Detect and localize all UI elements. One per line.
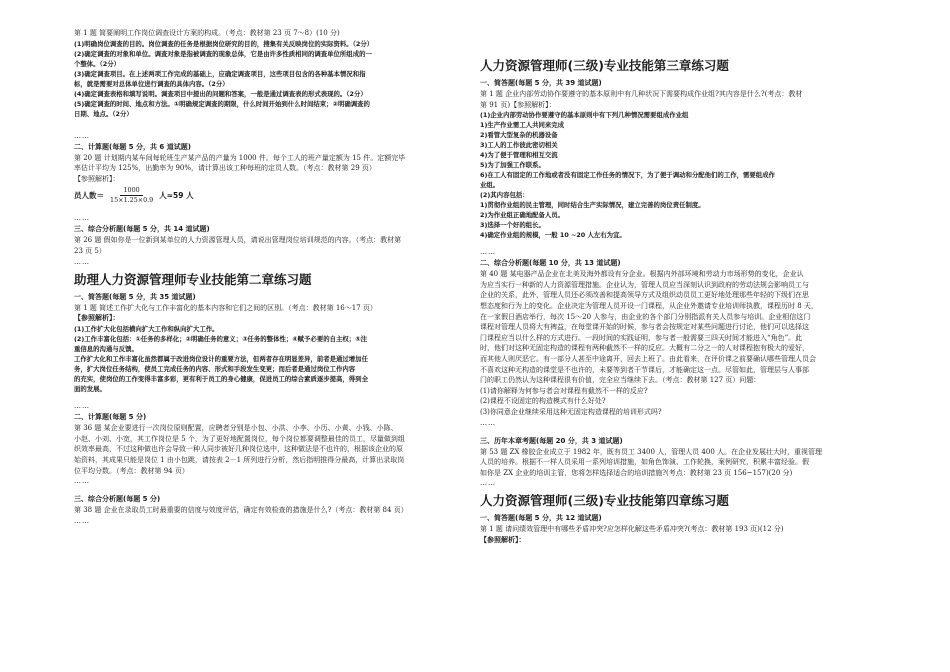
section-heading-calc: 二、计算题(每题 5 分) (74, 413, 147, 422)
answer-line: (5)确定调查的时间、地点和方法。①明确规定调查的期限，什么时间开始到什么时间结束；②明确调查的 (74, 99, 370, 108)
answer-line: 1)生产作业需工人共同来完成 (480, 121, 565, 130)
section-heading-analysis: 三、综合分析题(每题 5 分) (74, 495, 161, 504)
answer-line: 4)确定作业组的规模，一般 10 ~20 人左右为宜。 (480, 231, 626, 240)
answer-line: (3)确定调查项目。在上述两项工作完成的基础上，应确定调查项目，这些项目包含的各种基本情况和指 (74, 69, 366, 78)
ellipsis: …… (74, 477, 90, 486)
question-line: 企业的关系，此外，管理人员还必须改善和提高领导方式及组织动员员工更好地处理那些年轻的下级们在思 (480, 291, 809, 300)
answer-line: 5)为了加强工作联系。 (480, 161, 545, 170)
question-line: 位平均分数。（考点：教材第 94 页） (74, 466, 189, 475)
question-line: 小赵、小刘、小宽，其工作岗位是 5 个，为了更好地配置岗位，每个岗位都要调整最佳的员工，尽量做到组 (74, 434, 405, 443)
answer-line: 的充实，使岗位的工作变得丰富多彩，更有利于员工的身心健康，促进员工的综合素质逐步提高，得到全 (74, 375, 368, 384)
answer-line: 重信息的沟通与反馈。 (74, 345, 138, 354)
answer-line: 标，就是需要对总体单位进行调查的具体内容。（2分） (74, 79, 229, 88)
question-line: 为应当实行一种新的人力资源管理措施。企业认为，管理人员应当深刻认识到政府的劳动法规会影响员工与 (480, 280, 809, 289)
answer-line: 工作扩大化和工作丰富化虽然都属于改进岗位设计的重要方法，但两者存在明显差异，前者是通过增加任 (74, 355, 368, 364)
question-line: 织效率最高，不过这种做也许会导致一种人同步被好几种岗位选中，这种做法是不也许的，根据该企业的原 (74, 445, 403, 454)
answer-line: (1)明确岗位调查的目的。岗位调查的任务是根据岗位研究的目的，搜集有关反映岗位的实际资料。（2分） (74, 39, 374, 48)
question-line: 人员的培养。根据不一样人员采用一系列培训措施，如角色饰演、工作轮换，案例研究，积累丰富经验。假 (480, 458, 809, 467)
ellipsis: …… (74, 402, 90, 411)
section-heading-short: 一、简答题(每题 5 分，共 39 道试题) (480, 79, 602, 87)
answer-line: (2)确定调查的对象和单位。调查对象是指被调查的现象总体，它是由许多性质相同的调查单位所组成的一 (74, 49, 372, 58)
question-line: 第 91 页)【参照解析】： (480, 100, 556, 109)
ellipsis: …… (74, 131, 90, 140)
answer-block (480, 110, 882, 240)
question-line: 第 1 题 企业内部劳动协作要遵守的基本原则中有几种状况下需要构成作业组?其内容是什么?(考点：教材 (480, 90, 803, 98)
answer-line: 个整体。（2分） (74, 59, 120, 68)
section-heading-analysis: 三、综合分析题(每题 5 分，共 14 道试题) (74, 225, 210, 234)
answer-line: 6)在工人有固定的工作地或者没有固定工作任务的情况下，为了便于调动和分配他们的工作，需要组成作 (480, 171, 775, 180)
reference-label: 【参照解析】： (480, 535, 526, 544)
chapter-2-title: 助理人力资源管理师专业技能第二章练习题 (74, 271, 312, 287)
question-1: 第 1 题 简要阐明工作岗位调查设计方案的构成。（考点：教材第 23 页 7～8）(10 分) (74, 29, 340, 37)
question-line: 想态度和行为上的变化。企业决定为管理人员开设一门课程，从企业外邀请专业培训师执教，课程历时 8 天， (480, 301, 818, 310)
reference-label: 【参照解析】： (74, 314, 120, 323)
ellipsis: …… (74, 516, 90, 525)
answer-line: 务，扩大岗位任务结构，使员工完成任务的内容、形式和手段发生变更；而后者是通过岗位工作内容 (74, 365, 356, 374)
chapter-3-title: 人力资源管理师(三级)专业技能第三章练习题 (480, 58, 729, 73)
answer-line: 2)看管大型复杂的机器设备 (480, 131, 558, 140)
question-line: 第 53 题 ZX 橡胶企业成立于 1982 年，既有员工 3400 人，管理人员 400 人。在企业发展壮大时，重视管理 (480, 447, 822, 456)
question-line: 率估计平均为 125%，出勤率为 90%，请计算出该工种每班的定员人数。（考点：教材第 29 页） (74, 164, 376, 173)
question-line: 始资料，其成果只能是岗位 1 由小包跳，请按表 2－1 所列进行分析，然后指明推得分最高，计算出录取岗 (74, 455, 405, 464)
answer-line: 2)为作业组正确地配备人员。 (480, 211, 565, 220)
formula (74, 184, 470, 206)
question-line: 在一家假日酒店举行，每次 15～20 人参与，由企业的各个部门分别指派有关人员参与培训。企业相信这门 (480, 312, 811, 321)
answer-line: (2)工作丰富化包括：①任务的多样化；②明确任务的意义；③任务的整体性；④赋予必要的自主权；⑤注 (74, 335, 367, 344)
ellipsis: …… (74, 257, 90, 266)
chapter-4-title: 人力资源管理师(三级)专业技能第四章练习题 (480, 493, 729, 509)
question-line: 第 40 题 某电器产品企业在北美及海外都设有分企业。根据内外部环境和劳动力市场形势的变化，企业认 (480, 270, 804, 279)
formula-lhs: 员人数＝ (74, 190, 104, 200)
question-line: 门的职工仍然认为这种课程很有价值，完全应当继续下去。（考点：教材第 127 页）问题： (480, 376, 761, 385)
section-heading-calc: 二、计算题(每题 5 分，共 6 道试题) (74, 142, 191, 151)
formula-numerator: 1000 (120, 186, 142, 196)
sub-question-line: (3)你同意企业继续采用这种无固定构造课程的培训形式吗? (480, 407, 662, 416)
sub-question-line: (2)课程不设固定的构造模式有什么好处? (480, 397, 606, 406)
question-40 (480, 269, 882, 386)
answer-line: 3)选择一个好的组长。 (480, 221, 545, 230)
answer-line: (1)企业内部劳动协作要遵守的基本原则中有下列几种情况需要组成作业组 (480, 111, 689, 120)
answer-line: 4)为了便于管理和相互交流 (480, 151, 558, 160)
question-line: 第 36 题 某企业要进行一次岗位原则配置，应聘者分别是小包、小洪、小李、小历、小黄、小钱、小陈、 (74, 424, 398, 433)
ellipsis: …… (480, 418, 496, 427)
answer-line: 1)贯彻作业组的民主管理，同时结合生产实际情况，建立完善的岗位责任制度。 (480, 201, 705, 210)
question-line: 不喜欢这种无构造的课堂是不也许的，未要等到者干节课后，才能确定这一点。尽管如此，管理层与人事部 (480, 365, 809, 374)
ellipsis: …… (74, 214, 90, 223)
answer-line: 面的发展。 (74, 385, 106, 394)
question-38: 第 38 题 企业在录取员工时最重要的信度与效度评估，确定有效检查的措施是什么?（考点：教材第 84 页） (74, 506, 408, 515)
section-heading-analysis: 二、综合分析题(每题 10 分，共 13 道试题) (480, 259, 621, 268)
question-line: 而其他人则厌恶它。有一部分人甚至中途离开，回去上班了。由此看来，在评价课之前要确认哪些管理人员会 (480, 354, 816, 363)
section-heading-exam: 三、历年本章考题(每题 20 分，共 3 道试题) (480, 436, 623, 445)
question-line: 如你是 ZX 企业的培训主管，您将怎样选择适合的培训措施?(考点：教材第 23 页 156~157)(20 分) (480, 468, 793, 477)
right-column (480, 54, 882, 546)
answer-line: 日期、地点。（2分） (74, 109, 133, 118)
formula-fraction (107, 186, 156, 205)
sub-questions (480, 386, 882, 418)
formula-rhs: 人≈59 人 (159, 190, 194, 200)
question-line: 第 20 题 计划期内某车间每轮班生产某产品的产量为 1000 件。每个工人的班产量定额为 15 件。定额完毕 (74, 153, 406, 162)
answer-line: (4)确定调查表格和填写说明。调查项目中提出的问题和答案，一般是通过调查表的形式表现的。（2分） (74, 89, 367, 98)
question-1-ch2: 第 1 题 简述工作扩大化与工作丰富化的基本内容和它们之间的区别。（考点：教材第 16～17 页） (74, 303, 377, 312)
answer-line: 业组。 (480, 181, 500, 190)
question-line: 第 26 题 假如你是一位新到某单位的人力资源管理人员，请说出管理岗位培训规范的内容。（考点：教材第 (74, 236, 402, 245)
question-1-ch4: 第 1 题 请问绩效管理中有哪些矛盾冲突?应怎样化解这些矛盾冲突?(考点：教材第 193 页)(12 分) (480, 525, 784, 534)
question-line: 课程对管理人员将大有裨益，在每堂课开始的时候，参与者会按规定对某些问题进行讨论，他们可以选择这 (480, 323, 809, 332)
question-line: 23 页 5） (74, 246, 106, 255)
answer-line: 3)工人的工作彼此密切相关 (480, 141, 558, 150)
question-36 (74, 423, 470, 476)
left-column (74, 28, 470, 527)
answer-block (74, 39, 470, 119)
answer-line: (1)工作扩大化包括横向扩大工作和纵向扩大工作。 (74, 325, 219, 334)
section-heading-short: 一、简答题(每题 5 分，共 12 道试题) (480, 514, 602, 523)
reference-label: 【参照解析】： (74, 174, 120, 183)
formula-denominator: 15×1.25×0.9 (110, 195, 154, 204)
question-53 (480, 447, 882, 479)
answer-block (74, 324, 470, 394)
ellipsis: …… (480, 248, 496, 257)
sub-question-line: (1)请你解释为何参与者会对课程有截然不一样的反应? (480, 386, 648, 395)
answer-line: (2)其内容包括： (480, 191, 529, 200)
question-1-ch3 (480, 89, 882, 110)
question-line: 门课程应当以什么样的方式进行。一段时间的实践证明，参与者一般需要三四天时间才能进入“角色”。此 (480, 333, 803, 342)
question-20 (74, 153, 470, 174)
question-26 (74, 235, 470, 256)
section-heading-short: 一、简答题(每题 5 分，共 35 道试题) (74, 292, 196, 301)
question-line: 时，他们对这种无固定构造的课程有两种截然不一样的反应。大概有二分之一的人对课程抱有极大的爱好， (480, 344, 809, 353)
ellipsis: …… (480, 479, 496, 488)
